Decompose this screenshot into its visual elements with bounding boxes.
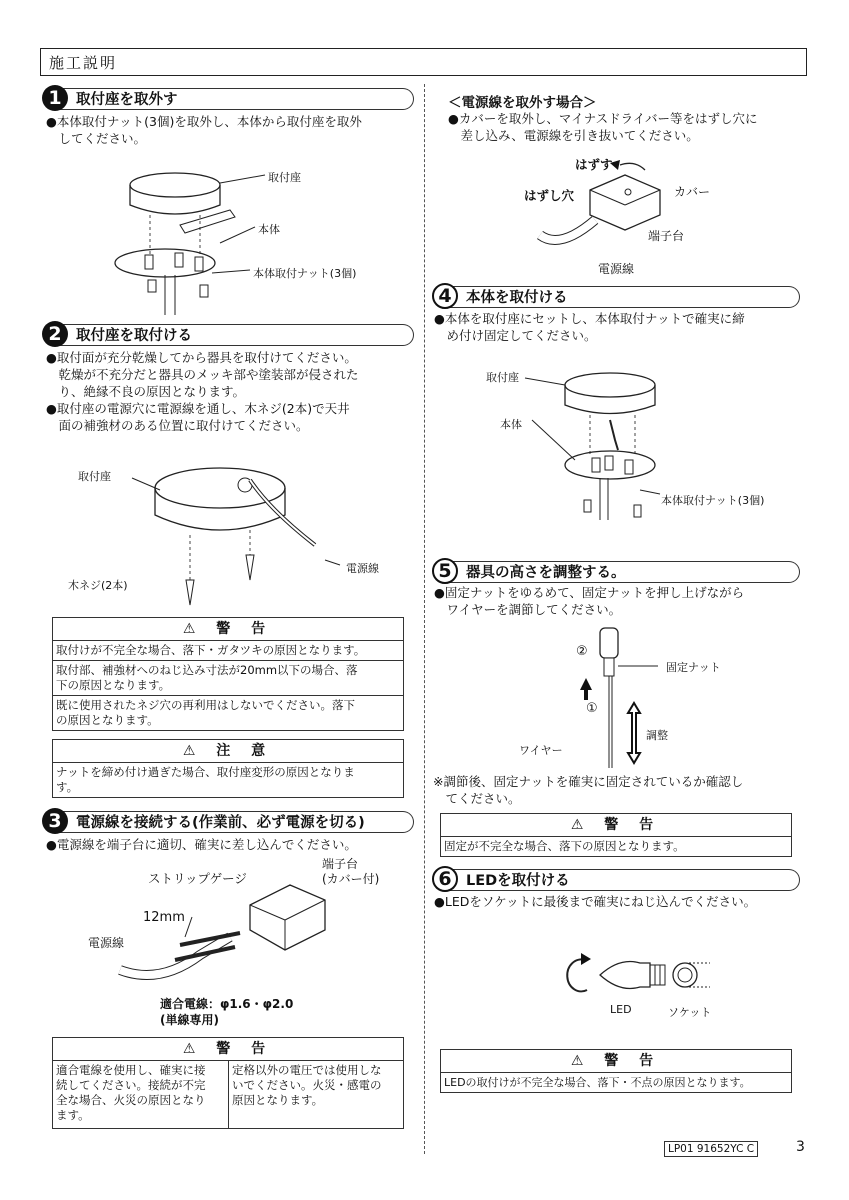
step3-label-wire: 電源線 [88, 936, 125, 950]
document-code: LP01 91652YC C [664, 1141, 758, 1157]
step6-text: ●LEDをソケットに最後まで確実にねじ込んでください。 [434, 894, 757, 909]
caution1-row: ナットを締め付け過ぎた場合、取付座変形の原因となりま す。 [56, 765, 355, 794]
step4-heading [432, 285, 800, 309]
step3-label-length: 12mm [143, 910, 185, 925]
step1-text: ●本体取付ナット(3個)を取外し、本体から取付座を取外 してください。 [46, 114, 362, 146]
step3-label-terminal: 端子台 (カバー付) [322, 857, 380, 886]
remove-wire-diagram [540, 160, 680, 260]
step5-label-n2: ② [576, 644, 588, 659]
step2-label-base: 取付座 [78, 470, 111, 483]
remove-label-cover: カバー [674, 185, 711, 199]
step1-label-nut: 本体取付ナット(3個) [253, 267, 357, 280]
step5-title: 器具の高さを調整する。 [466, 565, 626, 581]
step4-label-base: 取付座 [486, 371, 519, 384]
step4-label-body: 本体 [500, 418, 522, 431]
step1-label-body: 本体 [258, 223, 280, 236]
step5-label-wire: ワイヤー [519, 744, 563, 757]
step3-label-spec: 適合電線：φ1.6・φ2.0 (単線専用) [160, 997, 294, 1027]
step3-title: 電源線を接続する(作業前、必ず電源を切る) [76, 815, 365, 831]
warning4-heading: ⚠ 警 告 [441, 1050, 791, 1073]
warning2-left: 適合電線を使用し、確実に接 続してください。接続が不完 全な場合、火災の原因となり ます。 [53, 1061, 229, 1129]
step2-title: 取付座を取付ける [76, 328, 192, 344]
warning2-heading: ⚠ 警 告 [53, 1038, 403, 1061]
page-number: 3 [796, 1139, 805, 1155]
warning3-heading: ⚠ 警 告 [441, 814, 791, 837]
warning-box-3 [440, 813, 792, 857]
step5-label-nut: 固定ナット [666, 661, 721, 674]
warning-box-2 [52, 1037, 404, 1129]
step2-text: ●取付面が充分乾燥してから器具を取付けてください。 乾燥が不充分だと器具のメッキ部や塗装部が侵された り、絶縁不良の原因となります。 ●取付座の電源穴に電源線を通し、木ネジ(2本)で天井 面の補強材のある位置に取付けてください。 [46, 350, 359, 433]
step2-diagram [150, 450, 350, 610]
step5-note: ※調節後、固定ナットを確実に固定されているか確認し てください。 [433, 774, 744, 806]
warning4-row: LEDの取付けが不完全な場合、落下・不点の原因となります。 [444, 1076, 751, 1089]
step2-label-screw: 木ネジ(2本) [68, 579, 128, 592]
column-divider [424, 84, 425, 1154]
step6-label-socket: ソケット [668, 1006, 712, 1019]
remove-label-remove: はずす [575, 157, 613, 172]
caution-box-1 [52, 739, 404, 798]
step3-text: ●電源線を端子台に適切、確実に差し込んでください。 [46, 837, 357, 852]
section-header [40, 48, 807, 76]
remove-label-terminal: 端子台 [648, 229, 685, 243]
step3-label-strip: ストリップゲージ [148, 871, 247, 886]
step5-label-n1: ① [586, 701, 598, 716]
step3-diagram [130, 875, 330, 995]
step5-number: 5 [432, 558, 458, 584]
step6-diagram [565, 945, 725, 1005]
step2-heading [42, 323, 414, 347]
step6-number: 6 [432, 866, 458, 892]
section-title: 施工説明 [49, 54, 118, 72]
step1-title: 取付座を取外す [76, 92, 178, 108]
step1-heading [42, 87, 414, 111]
step6-label-led: LED [610, 1003, 632, 1016]
step4-text: ●本体を取付座にセットし、本体取付ナットで確実に締 め付け固定してください。 [434, 311, 745, 343]
remove-label-wire: 電源線 [598, 262, 635, 276]
warning-box-4 [440, 1049, 792, 1093]
warning-box-1 [52, 617, 404, 731]
remove-wire-title: ＜電源線を取外す場合＞ [448, 95, 597, 111]
step1-diagram [120, 155, 380, 315]
remove-wire-text: ●カバーを取外し、マイナスドライバー等をはずし穴に 差し込み、電源線を引き抜いてください。 [448, 111, 758, 143]
step4-number: 4 [432, 283, 458, 309]
step2-label-wire: 電源線 [346, 562, 379, 575]
warning1-heading: ⚠ 警 告 [53, 618, 403, 641]
step5-label-adjust: 調整 [646, 729, 668, 742]
caution1-heading: ⚠ 注 意 [53, 740, 403, 763]
remove-label-hole: はずし穴 [524, 188, 575, 203]
warning3-row: 固定が不完全な場合、落下の原因となります。 [444, 839, 685, 853]
step1-number: 1 [42, 85, 68, 111]
step3-number: 3 [42, 808, 68, 834]
warning2-right: 定格以外の電圧では使用しな いでください。火災・感電の 原因となります。 [232, 1063, 382, 1107]
step4-label-nut: 本体取付ナット(3個) [661, 494, 765, 507]
step2-number: 2 [42, 321, 68, 347]
step5-heading [432, 560, 800, 584]
step6-title: LEDを取付ける [466, 873, 570, 889]
warning1-row: 取付部、補強材へのねじ込み寸法が20mm以下の場合、落 下の原因となります。 [53, 661, 403, 696]
step3-heading [42, 810, 414, 834]
warning1-row: 既に使用されたネジ穴の再利用はしないでください。落下 の原因となります。 [56, 698, 355, 727]
step6-heading [432, 868, 800, 892]
step1-label-base: 取付座 [268, 171, 301, 184]
warning1-row: 取付けが不完全な場合、落下・ガタツキの原因となります。 [53, 641, 403, 661]
step5-text: ●固定ナットをゆるめて、固定ナットを押し上げながら ワイヤーを調節してください。 [434, 585, 745, 617]
step4-title: 本体を取付ける [466, 290, 568, 306]
